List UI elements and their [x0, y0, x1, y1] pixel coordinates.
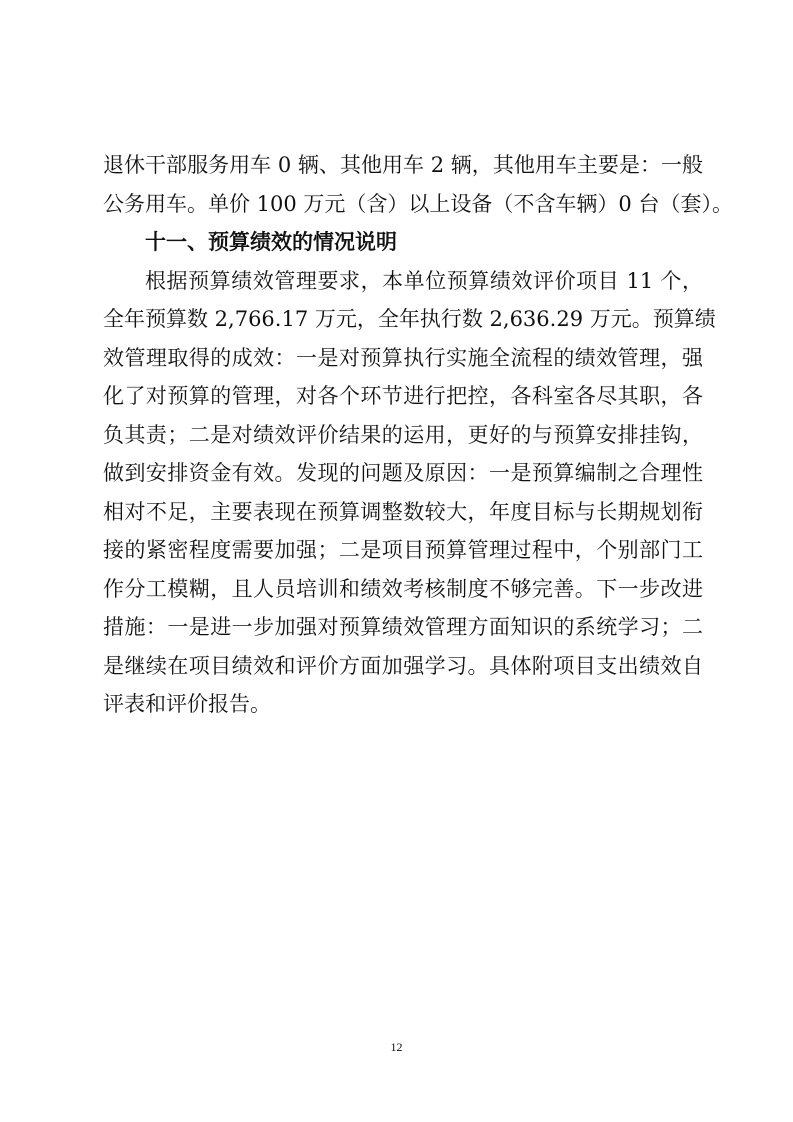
- page-number: 12: [390, 1040, 403, 1054]
- paragraph-line: 接的紧密程度需要加强；二是项目预算管理过程中，个别部门工: [103, 538, 703, 562]
- paragraph-line: 做到安排资金有效。发现的问题及原因：一是预算编制之合理性: [103, 461, 703, 485]
- document-body: [103, 146, 733, 724]
- paragraph-line: 根据预算绩效管理要求，本单位预算绩效评价项目 11 个，: [145, 268, 703, 293]
- paragraph-line: 化了对预算的管理，对各个环节进行把控，各科室各尽其职，各: [103, 384, 703, 408]
- paragraph-line: 效管理取得的成效：一是对预算执行实施全流程的绩效管理，强: [103, 345, 703, 370]
- paragraph-line: 退休干部服务用车 0 辆、其他用车 2 辆，其他用车主要是：一般: [103, 153, 703, 177]
- paragraph-line: 是继续在项目绩效和评价方面加强学习。具体附项目支出绩效自: [103, 653, 703, 678]
- paragraph-line: 负其责；二是对绩效评价结果的运用，更好的与预算安排挂钩，: [103, 422, 703, 447]
- paragraph-line: 全年预算数 2,766.17 万元，全年执行数 2,636.29 万元。预算绩: [103, 307, 716, 331]
- paragraph-line: 作分工模糊，且人员培训和绩效考核制度不够完善。下一步改进: [103, 576, 703, 601]
- paragraph-line: 公务用车。单价 100 万元（含）以上设备（不含车辆）0 台（套）。: [103, 191, 733, 216]
- paragraph-line: 措施：一是进一步加强对预算绩效管理方面知识的系统学习；二: [103, 615, 703, 639]
- paragraph-line: 评表和评价报告。: [103, 692, 271, 716]
- paragraph-line: 相对不足，主要表现在预算调整数较大，年度目标与长期规划衔: [103, 499, 703, 524]
- section-heading: 十一、预算绩效的情况说明: [145, 230, 397, 254]
